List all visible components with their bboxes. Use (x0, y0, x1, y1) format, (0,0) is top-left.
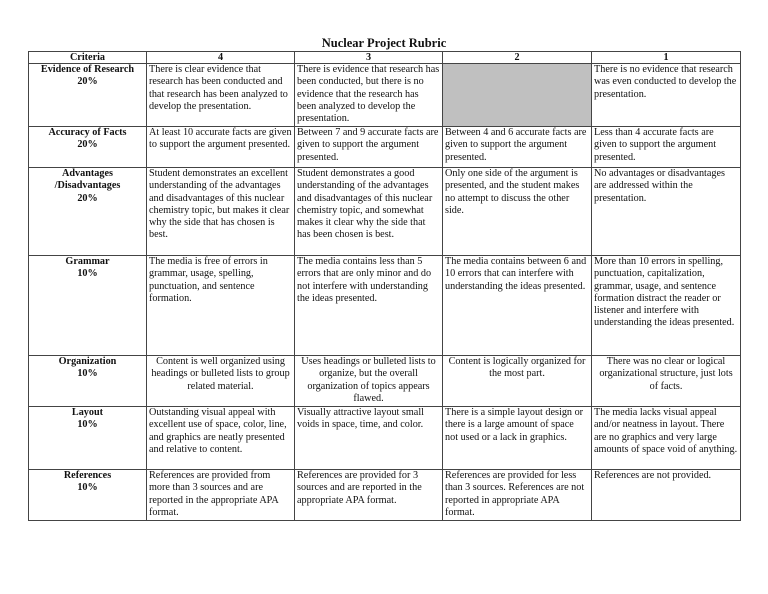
criterion-weight: 10% (77, 268, 98, 280)
table-row (29, 64, 741, 127)
criterion-weight: 10% (77, 368, 98, 380)
criterion-name: Evidence of Research (40, 64, 135, 75)
criterion-weight: 10% (77, 482, 98, 494)
score-cell: Between 7 and 9 accurate facts are given to support the argument presented. (295, 127, 443, 168)
table-row (29, 256, 741, 356)
score-cell: Content is logically organized for the most part. (443, 356, 592, 407)
criterion-name: Organization (58, 356, 117, 367)
criterion-cell (29, 407, 147, 470)
score-cell: No advantages or disadvantages are addressed within the presentation. (592, 168, 741, 256)
score-cell: Student demonstrates a good understanding of the advantages and disadvantages of this nuclear chemistry topic, and somewhat makes it clear why the side that has been chosen is best. (295, 168, 443, 256)
table-row (29, 470, 741, 521)
header-score-4: 4 (147, 52, 295, 64)
criterion-cell (29, 256, 147, 356)
rubric-table (28, 51, 741, 521)
score-cell: References are provided from more than 3 sources and are reported in the appropriate APA format. (147, 470, 295, 521)
score-cell: There was no clear or logical organizational structure, just lots of facts. (592, 356, 741, 407)
criterion-weight: 20% (77, 139, 98, 151)
criterion-cell (29, 168, 147, 256)
table-row (29, 356, 741, 407)
score-cell: More than 10 errors in spelling, punctuation, capitalization, grammar, usage, and sentence formation distract the reader or listener and interfere with understanding the ideas presented. (592, 256, 741, 356)
score-cell: The media contains between 6 and 10 errors that can interfere with understanding the ideas presented. (443, 256, 592, 356)
score-cell: The media lacks visual appeal and/or neatness in layout. There are no graphics and very large amounts of space void of anything. (592, 407, 741, 470)
criterion-weight: 10% (77, 419, 98, 431)
page-title: Nuclear Project Rubric (321, 36, 447, 50)
criterion-cell (29, 470, 147, 521)
header-score-2: 2 (443, 52, 592, 64)
header-row (29, 52, 741, 64)
criterion-cell (29, 127, 147, 168)
criterion-name: Accuracy of Facts (48, 127, 127, 138)
criterion-cell (29, 64, 147, 127)
table-row (29, 127, 741, 168)
score-cell: References are provided for 3 sources and are reported in the appropriate APA format. (295, 470, 443, 521)
score-cell: There is evidence that research has been conducted, but there is no evidence that the research has been analyzed to develop the presentation. (295, 64, 443, 127)
table-row (29, 168, 741, 256)
score-cell: The media contains less than 5 errors that are only minor and do not interfere with understanding the ideas presented. (295, 256, 443, 356)
score-cell: The media is free of errors in grammar, usage, spelling, punctuation, and sentence formation. (147, 256, 295, 356)
criterion-name: Grammar (65, 256, 110, 267)
score-cell: There is clear evidence that research has been conducted and that research has been analyzed to develop the presentation. (147, 64, 295, 127)
table-row (29, 407, 741, 470)
criterion-weight: 20% (77, 76, 98, 88)
score-cell: Uses headings or bulleted lists to organize, but the overall organization of topics appears flawed. (295, 356, 443, 407)
score-cell: Visually attractive layout small voids in space, time, and color. (295, 407, 443, 470)
score-cell: References are not provided. (592, 470, 741, 521)
criterion-name: Advantages /Disadvantages (54, 168, 121, 192)
criterion-cell (29, 356, 147, 407)
criterion-name: Layout (71, 407, 104, 418)
score-cell: There is no evidence that research was even conducted to develop the presentation. (592, 64, 741, 127)
score-cell-empty (443, 64, 592, 127)
criterion-weight: 20% (77, 192, 98, 204)
criterion-name: References (63, 470, 112, 481)
header-criteria: Criteria (29, 52, 147, 64)
header-score-1: 1 (592, 52, 741, 64)
score-cell: Less than 4 accurate facts are given to support the argument presented. (592, 127, 741, 168)
score-cell: There is a simple layout design or there is a large amount of space not used or a lack in graphics. (443, 407, 592, 470)
score-cell: Outstanding visual appeal with excellent use of space, color, line, and graphics are neatly presented and relative to content. (147, 407, 295, 470)
score-cell: Student demonstrates an excellent understanding of the advantages and disadvantages of this nuclear chemistry topic, but makes it clear why the side that has chosen is best. (147, 168, 295, 256)
score-cell: Between 4 and 6 accurate facts are given to support the argument presented. (443, 127, 592, 168)
score-cell: Content is well organized using headings or bulleted lists to group related material. (147, 356, 295, 407)
score-cell: Only one side of the argument is presented, and the student makes no attempt to discuss the other side. (443, 168, 592, 256)
header-score-3: 3 (295, 52, 443, 64)
score-cell: References are provided for less than 3 sources. References are not reported in appropriate APA format. (443, 470, 592, 521)
score-cell: At least 10 accurate facts are given to support the argument presented. (147, 127, 295, 168)
